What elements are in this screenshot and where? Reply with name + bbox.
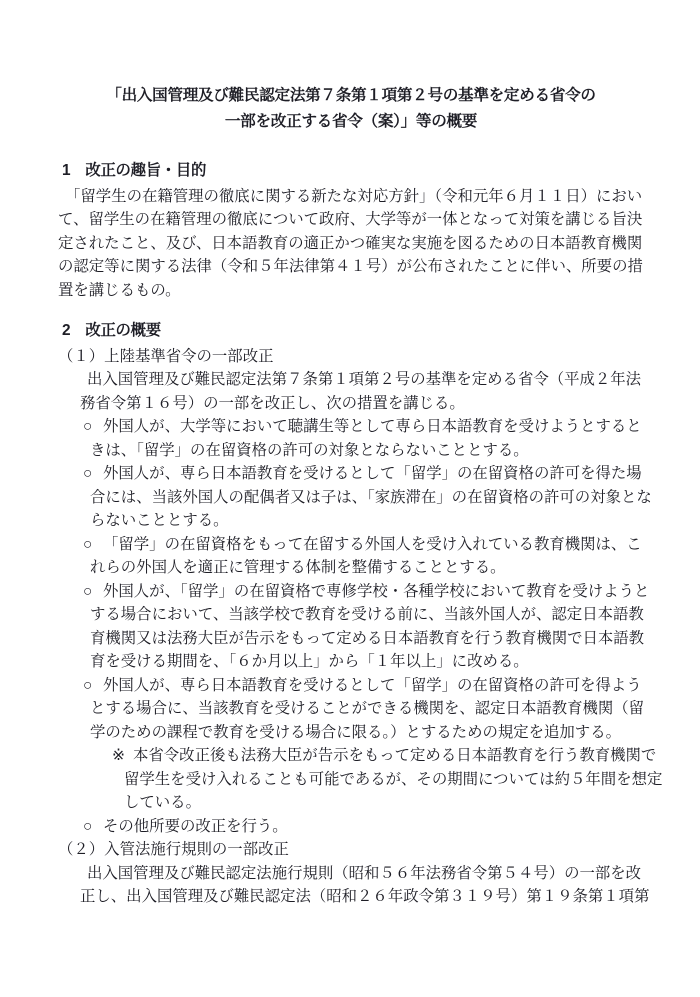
bullet-item [58, 580, 650, 674]
bullet-marker: ○ [83, 465, 93, 482]
paragraph-line: 出入国管理及び難民認定法第７条第１項第２号の基準を定める省令（平成２年法 [87, 371, 642, 388]
bullet-item-line: 育を受ける期間を、「６か月以上」から「１年以上」に改める。 [90, 653, 529, 670]
bullet-item [58, 533, 644, 580]
bullet-item-line: らないこととする。 [90, 512, 229, 529]
bullet-item [58, 462, 652, 533]
bullet-text: 外国人が、「留学」の在留資格で専修学校・各種学校において教育を受けようと [103, 582, 650, 600]
note-item [58, 744, 663, 815]
note-text: 本省令改正後も法務大臣が告示をもって定める日本語教育を行う教育機関で [133, 747, 657, 764]
bullet-item-line: 学のための課程で教育を受ける場合に限る。）とするための規定を追加する。 [90, 723, 621, 741]
bullet-text: 外国人が、専ら日本語教育を受けるとして「留学」の在留資格の許可を得よう [103, 676, 642, 694]
bullet-item [58, 415, 644, 462]
section-2-heading: 2 改正の概要 [62, 322, 161, 339]
note-line: 留学生を受け入れることも可能であるが、その期間については約５年間を想定 [124, 770, 663, 788]
bullet-item-first-line [58, 533, 644, 557]
bullet-text: 外国人が、大学等において聴講生等として専ら日本語教育を受けようとすると [103, 418, 642, 435]
subsection-2-heading: （２）入管法施行規則の一部改正 [58, 841, 289, 858]
bullet-item-line: れらの外国人を適正に管理する体制を整備することとする。 [90, 559, 506, 576]
paragraph-line: 正し、出入国管理及び難民認定法（昭和２６年政令第３１９号）第１９条第１項第 [80, 888, 650, 905]
note-marker: ※ [112, 747, 125, 764]
bullet-item-line: きは、「留学」の在留資格の許可の対象とならないこととする。 [90, 441, 529, 459]
section-1-heading: 1 改正の趣旨・目的 [62, 162, 207, 179]
paragraph-line: 出入国管理及び難民認定法施行規則（昭和５６年法務省令第５４号）の一部を改 [87, 864, 642, 882]
bullet-text: その他所要の改正を行う。 [103, 817, 288, 835]
bullet-item [58, 674, 644, 745]
bullet-item-line: 育機関又は法務大臣が告示をもって定める日本語教育を行う教育機関で日本語教 [90, 629, 645, 647]
paragraph-line: 務省令第１６号）の一部を改正し、次の措置を講じる。 [80, 394, 465, 412]
bullet-item [58, 815, 644, 839]
document-title-line-2: 一部を改正する省令（案）」等の概要 [224, 113, 478, 130]
paragraph-line: 「留学生の在籍管理の徹底に関する新たな対応方針」（令和元年６月１１日）におい [65, 187, 643, 205]
paragraph-line: て、留学生の在籍管理の徹底について政府、大学等が一体となって対策を講じる旨決 [58, 211, 643, 228]
bullet-marker: ○ [83, 817, 93, 835]
paragraph-line: 置を講じるもの。 [58, 281, 181, 299]
subsection-2-intro [58, 862, 650, 909]
bullet-marker: ○ [83, 676, 93, 694]
bullet-marker: ○ [83, 582, 93, 600]
subsection-1-intro [58, 368, 644, 415]
bullet-text: 「留学」の在留資格をもって在留する外国人を受け入れている教育機関は、こ [103, 535, 642, 553]
bullet-item-first-line [58, 815, 644, 839]
note-line: している。 [124, 794, 201, 811]
document-title [58, 83, 644, 135]
bullet-text: 外国人が、専ら日本語教育を受けるとして「留学」の在留資格の許可を得た場 [103, 465, 642, 482]
bullet-item-line: する場合において、当該学校で教育を受ける前に、当該外国人が、認定日本語教 [90, 606, 644, 623]
bullet-item-first-line [58, 462, 644, 486]
bullet-marker: ○ [83, 418, 93, 435]
paragraph-line: 定されたこと、及び、日本語教育の適正かつ確実な実施を図るための日本語教育機関 [58, 234, 643, 252]
document-title-line-1: 「出入国管理及び難民認定法第７条第１項第２号の基準を定める省令の [106, 87, 596, 104]
bullet-item-first-line [58, 415, 644, 439]
bullet-item-line: とする場合に、当該教育を受けることができる機関を、認定日本語教育機関（留 [90, 700, 645, 717]
bullet-marker: ○ [83, 535, 93, 553]
section-1-paragraph [58, 185, 644, 303]
paragraph-line: の認定等に関する法律（令和５年法律第４１号）が公布されたことに伴い、所要の措 [58, 258, 643, 275]
subsection-1-heading: （１）上陸基準省令の一部改正 [58, 347, 274, 365]
note-first-line [58, 744, 657, 768]
bullet-item-first-line [58, 580, 650, 604]
bullet-item-first-line [58, 674, 644, 698]
bullet-item-line: 合には、当該外国人の配偶者又は子は、「家族滞在」の在留資格の許可の対象とな [90, 488, 652, 506]
